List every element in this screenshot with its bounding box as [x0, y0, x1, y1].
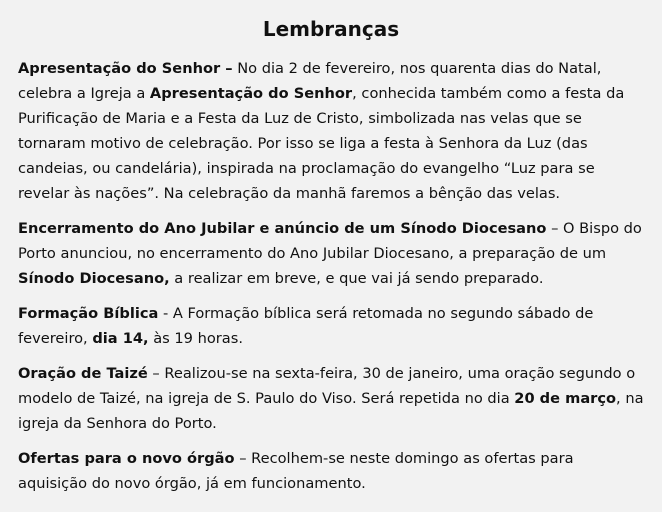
paragraph-text: – Recolhem-se neste domingo as ofertas para aquisição do novo órgão, já em funcionamento.	[18, 450, 574, 492]
paragraph-heading: Encerramento do Ano Jubilar e anúncio de um Sínodo Diocesano	[18, 220, 547, 237]
paragraph-taize	[18, 361, 644, 436]
page-title: Lembranças	[262, 17, 400, 41]
paragraph-bold-text: dia 14,	[92, 330, 149, 347]
paragraph-sinodo	[18, 216, 644, 291]
paragraph-text: , na igreja da Senhora do Porto.	[18, 390, 644, 432]
paragraph-heading: Ofertas para o novo órgão	[18, 450, 235, 467]
paragraph-bold-text: Apresentação do Senhor	[149, 85, 353, 102]
paragraph-bold-text: 20 de março	[514, 390, 617, 407]
paragraph-ofertas-orgao	[18, 446, 644, 496]
paragraph-formacao-biblica	[18, 301, 644, 351]
paragraph-text: No dia 2 de fevereiro, nos quarenta dias do Natal, celebra a Igreja a	[18, 60, 602, 102]
paragraph-heading: Apresentação do Senhor –	[18, 60, 233, 77]
paragraph-text: , conhecida também como a festa da Purificação de Maria e a Festa da Luz de Cristo, simbolizada nas velas que se tornaram motivo de celebração. Por isso se liga a festa à Senhora da Luz (das candeias, ou candelária), inspirada na proclamação do evangelho “Luz para se revelar às nações”. Na celebração da manhã faremos a bênção das velas.	[18, 85, 625, 202]
paragraph-heading: Formação Bíblica	[18, 305, 159, 322]
paragraph-text: a realizar em breve, e que vai já sendo preparado.	[169, 270, 544, 287]
paragraph-text: – Realizou-se na sexta-feira, 30 de janeiro, uma oração segundo o modelo de Taizé, na igreja de S. Paulo do Viso. Será repetida no dia	[18, 365, 636, 407]
paragraph-bold-text: Sínodo Diocesano,	[18, 270, 170, 287]
paragraph-text: – O Bispo do Porto anunciou, no encerramento do Ano Jubilar Diocesano, a preparação de um	[18, 220, 642, 262]
paragraph-heading: Oração de Taizé	[18, 365, 148, 382]
paragraph-text: - A Formação bíblica será retomada no segundo sábado de fevereiro,	[18, 305, 594, 347]
paragraph-text: às 19 horas.	[148, 330, 243, 347]
paragraph-apresentacao	[18, 56, 644, 206]
